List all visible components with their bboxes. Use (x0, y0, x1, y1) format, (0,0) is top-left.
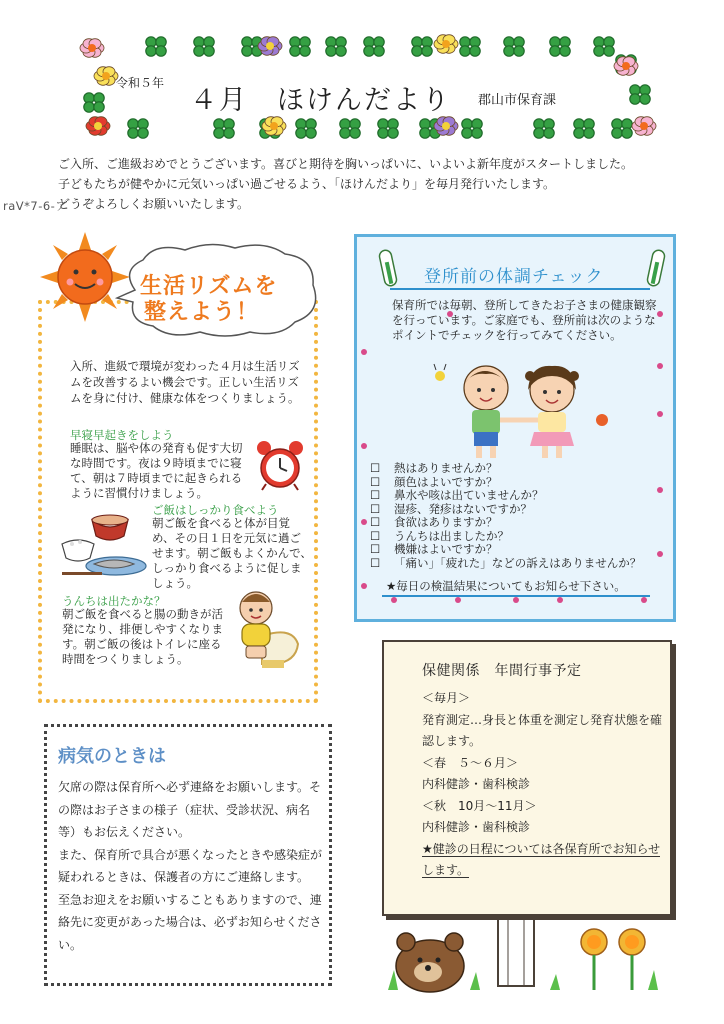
checklist-item (370, 489, 641, 503)
breakfast-heading: ご飯はしっかり食べよう (152, 503, 279, 517)
checklist-item (370, 557, 641, 571)
clover-icon (146, 37, 166, 56)
decor-dot (657, 411, 663, 417)
intro-line: 子どもたちが健やかに元気いっぱい過ごせるよう、「ほけんだより」を毎月発行いたします。 (58, 177, 556, 191)
clover-icon (290, 37, 310, 56)
clover-icon (630, 85, 650, 104)
clover-icon (214, 119, 234, 138)
signpost-ground (380, 910, 680, 1014)
clover-icon (364, 37, 384, 56)
clover-icon (612, 119, 632, 138)
checklist-item (370, 476, 641, 490)
breakfast-illustration (58, 500, 150, 584)
clover-icon (296, 119, 316, 138)
clover-icon (378, 119, 398, 138)
flower-icon (94, 67, 118, 86)
clover-icon (194, 37, 214, 56)
checkbox-icon: ☐ (370, 501, 381, 516)
schedule-title: 保健関係 年間行事予定 (422, 663, 582, 679)
flower-icon (86, 117, 110, 136)
checklist-item-label: 熱はありませんか？ (394, 461, 498, 475)
alarm-clock-icon (254, 438, 306, 492)
children-illustration (424, 354, 624, 464)
sick-body (58, 776, 324, 956)
decor-dot (557, 597, 563, 603)
breakfast-body: 朝ご飯を食べると体が目覚め、その日１日を元気に過ごせます。朝ご飯もよくかんで、しっかり食べるように促しましょう。 (152, 516, 312, 590)
clover-icon (462, 119, 482, 138)
checklist-item (370, 543, 641, 557)
decor-dot (455, 597, 461, 603)
flower-icon (434, 117, 458, 136)
decor-dot (657, 551, 663, 557)
checklist-item-label: 鼻水や咳は出ていませんか？ (394, 488, 544, 502)
checkbox-icon: ☐ (370, 555, 381, 570)
checklist-item (370, 503, 641, 517)
decor-dot (513, 597, 519, 603)
header-title: ４月 ほけんだより (190, 85, 451, 116)
decor-dot (657, 363, 663, 369)
clover-icon (504, 37, 524, 56)
flower-icon (434, 35, 458, 54)
rhythm-title (140, 274, 278, 326)
intro-line: ご入所、ご進級おめでとうございます。喜びと期待を胸いっぱいに、いよいよ新年度がスタートしました。 (58, 157, 634, 171)
checkbox-icon: ☐ (370, 461, 381, 475)
checklist-item-label: 湿疹、発疹はないですか？ (394, 501, 532, 516)
flower-icon (262, 117, 286, 136)
rhythm-title-line: 生活リズムを (140, 274, 278, 299)
rhythm-title-line: 整えよう！ (144, 300, 260, 325)
clover-icon (460, 37, 480, 56)
health-check-note: ★毎日の検温結果についてもお知らせ下さい。 (386, 579, 626, 593)
decor-dot (361, 583, 367, 589)
health-check-intro: 保育所では毎朝、登所してきたお子さまの健康観察を行っています。ご家庭でも、登所前は次のようなポイントでチェックを行ってみてください。 (392, 298, 657, 342)
checkbox-icon: ☐ (370, 474, 381, 489)
poop-heading: うんちは出たかな？ (62, 594, 166, 608)
clover-icon (84, 93, 104, 112)
checklist-item-label: うんちは出ましたか？ (394, 528, 509, 543)
header-org: 郡山市保育課 (478, 93, 557, 108)
note-underline (382, 595, 650, 597)
clover-icon (574, 119, 594, 138)
schedule-heading: ＜毎月＞ (422, 691, 471, 705)
flower-icon (258, 37, 282, 56)
clover-icon (534, 119, 554, 138)
intro-line: どうぞよろしくお願いいたします。 (58, 197, 250, 211)
flower-icon (632, 117, 656, 136)
schedule-note (422, 839, 662, 882)
title-underline (390, 288, 650, 290)
child-toilet-illustration (232, 586, 304, 670)
schedule-text: 内科健診・歯科検診 (422, 777, 531, 791)
checklist-item (370, 462, 641, 476)
health-check-title: 登所前の体調チェック (424, 267, 604, 287)
checkbox-icon: ☐ (370, 488, 381, 502)
stray-text: raV*7-6-ア (3, 199, 68, 213)
schedule-body (422, 688, 662, 882)
intro-text (58, 154, 698, 214)
poop-body: 朝ご飯を食べると腸の動きが活発になり、排便しやすくなります。朝ご飯の後はトイレに座る時間をつくりましょう。 (62, 607, 223, 666)
clover-icon (340, 119, 360, 138)
schedule-heading: ＜秋 10月～11月＞ (422, 798, 537, 813)
checklist-item-label: 顔色はよいですか？ (394, 474, 498, 489)
sick-paragraph: また、保育所で具合が悪くなったときや感染症が疑われるときは、保護者の方にご連絡します。 (58, 847, 323, 884)
rhythm-intro: 入所、進級で環境が変わった４月は生活リズムを改善するよい機会です。正しい生活リズムを身に付け、健康な体をつくりましょう。 (70, 359, 300, 405)
sick-title: 病気のときは (58, 746, 166, 767)
clover-icon (326, 37, 346, 56)
sleep-heading: 早寝早起きをしよう (70, 428, 174, 442)
schedule-heading: ＜春 ５～６月＞ (422, 755, 519, 770)
decor-dot (361, 443, 367, 449)
sleep-body: 睡眠は、脳や体の発育も促す大切な時間です。夜は９時頃までに寝て、朝は７時頃までに起きられるように習慣付けましょう。 (70, 441, 243, 500)
checklist-item-label: 機嫌はよいですか？ (394, 542, 498, 556)
clover-icon (550, 37, 570, 56)
health-check-list (370, 462, 641, 570)
header-era: 令和５年 (116, 76, 165, 90)
schedule-text: 内科健診・歯科検診 (422, 820, 531, 834)
clover-icon (594, 37, 614, 56)
checklist-item (370, 516, 641, 530)
decor-dot (361, 349, 367, 355)
flower-icon (614, 57, 638, 76)
checkbox-icon: ☐ (370, 515, 381, 529)
checkbox-icon: ☐ (370, 542, 381, 556)
decor-dot (657, 487, 663, 493)
clover-icon (412, 37, 432, 56)
schedule-text: 発育測定…身長と体重を測定し発育状態を確認します。 (422, 712, 663, 748)
flower-icon (80, 39, 104, 58)
checklist-item-label: 「痛い」「疲れた」などの訴えはありませんか？ (394, 555, 642, 570)
checklist-item-label: 食欲はありますか？ (394, 515, 498, 529)
decor-dot (361, 519, 367, 525)
schedule-note-text: ★健診の日程については各保育所でお知らせします。 (422, 841, 661, 877)
decor-dot (391, 597, 397, 603)
checklist-item (370, 530, 641, 544)
clover-icon (128, 119, 148, 138)
sick-paragraph: 至急お迎えをお願いすることもありますので、連絡先に変更があった場合は、必ずお知らせください。 (58, 892, 322, 952)
decor-dot (641, 597, 647, 603)
checkbox-icon: ☐ (370, 528, 381, 543)
sick-paragraph: 欠席の際は保育所へ必ず連絡をお願いします。その際はお子さまの様子（症状、受診状況、病名等）もお伝えください。 (58, 780, 322, 839)
